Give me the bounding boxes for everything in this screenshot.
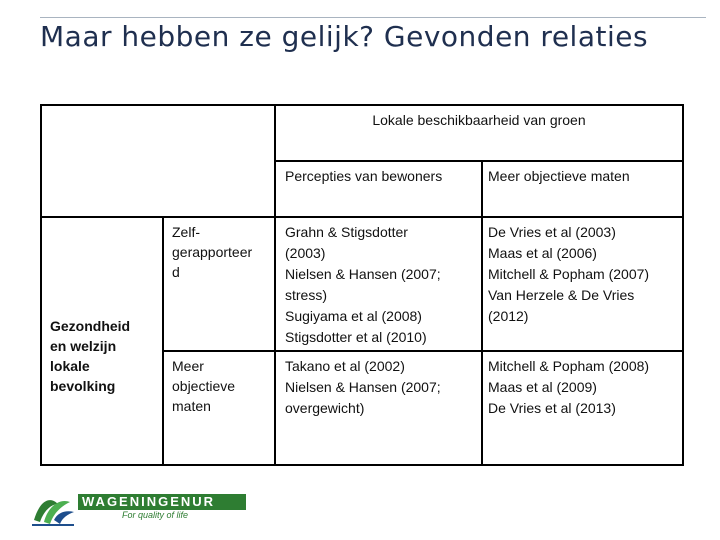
title-rule bbox=[40, 17, 706, 18]
wageningen-ur-logo bbox=[30, 490, 230, 530]
col-divider-3 bbox=[481, 160, 483, 466]
logo-wordmark: WAGENINGENUR bbox=[78, 494, 246, 510]
row-divider bbox=[162, 350, 684, 352]
logo-tagline: For quality of life bbox=[122, 510, 189, 520]
table-border-right bbox=[682, 104, 684, 466]
row-group-label: Gezondheid en welzijn lokale bevolking bbox=[50, 318, 131, 394]
cell-self-reported-perceptions: Grahn & Stigsdotter (2003) Nielsen & Hansen (2007; stress) Sugiyama et al (2008) Stigsdotter et al (2010) bbox=[285, 224, 441, 345]
cell-objective-measures-objective: Mitchell & Popham (2008) Maas et al (2009) De Vries et al (2013) bbox=[488, 358, 650, 416]
header-divider bbox=[274, 160, 684, 162]
col-divider-2 bbox=[274, 104, 276, 466]
header-main: Lokale beschikbaarheid van groen bbox=[372, 112, 586, 128]
cell-objective-measures-perceptions: Takano et al (2002) Nielsen & Hansen (2007; overgewicht) bbox=[285, 358, 441, 416]
table-border-top bbox=[40, 104, 684, 106]
cell-self-reported-objective: De Vries et al (2003) Maas et al (2006) Mitchell & Popham (2007) Van Herzele & De Vries (2012) bbox=[488, 224, 650, 324]
wageningen-emblem-icon bbox=[30, 490, 76, 526]
table-border-bottom bbox=[40, 464, 684, 466]
table-border-left bbox=[40, 104, 42, 466]
row-label-objective-measures: Meer objectieve maten bbox=[172, 358, 236, 414]
col-divider-1 bbox=[162, 216, 164, 466]
col-header-objective: Meer objectieve maten bbox=[488, 168, 630, 184]
header-bottom-line bbox=[40, 216, 684, 218]
slide-title: Maar hebben ze gelijk? Gevonden relaties bbox=[40, 20, 649, 53]
row-label-self-reported: Zelf- gerapporteer d bbox=[172, 224, 253, 280]
col-header-perceptions: Percepties van bewoners bbox=[285, 168, 443, 184]
